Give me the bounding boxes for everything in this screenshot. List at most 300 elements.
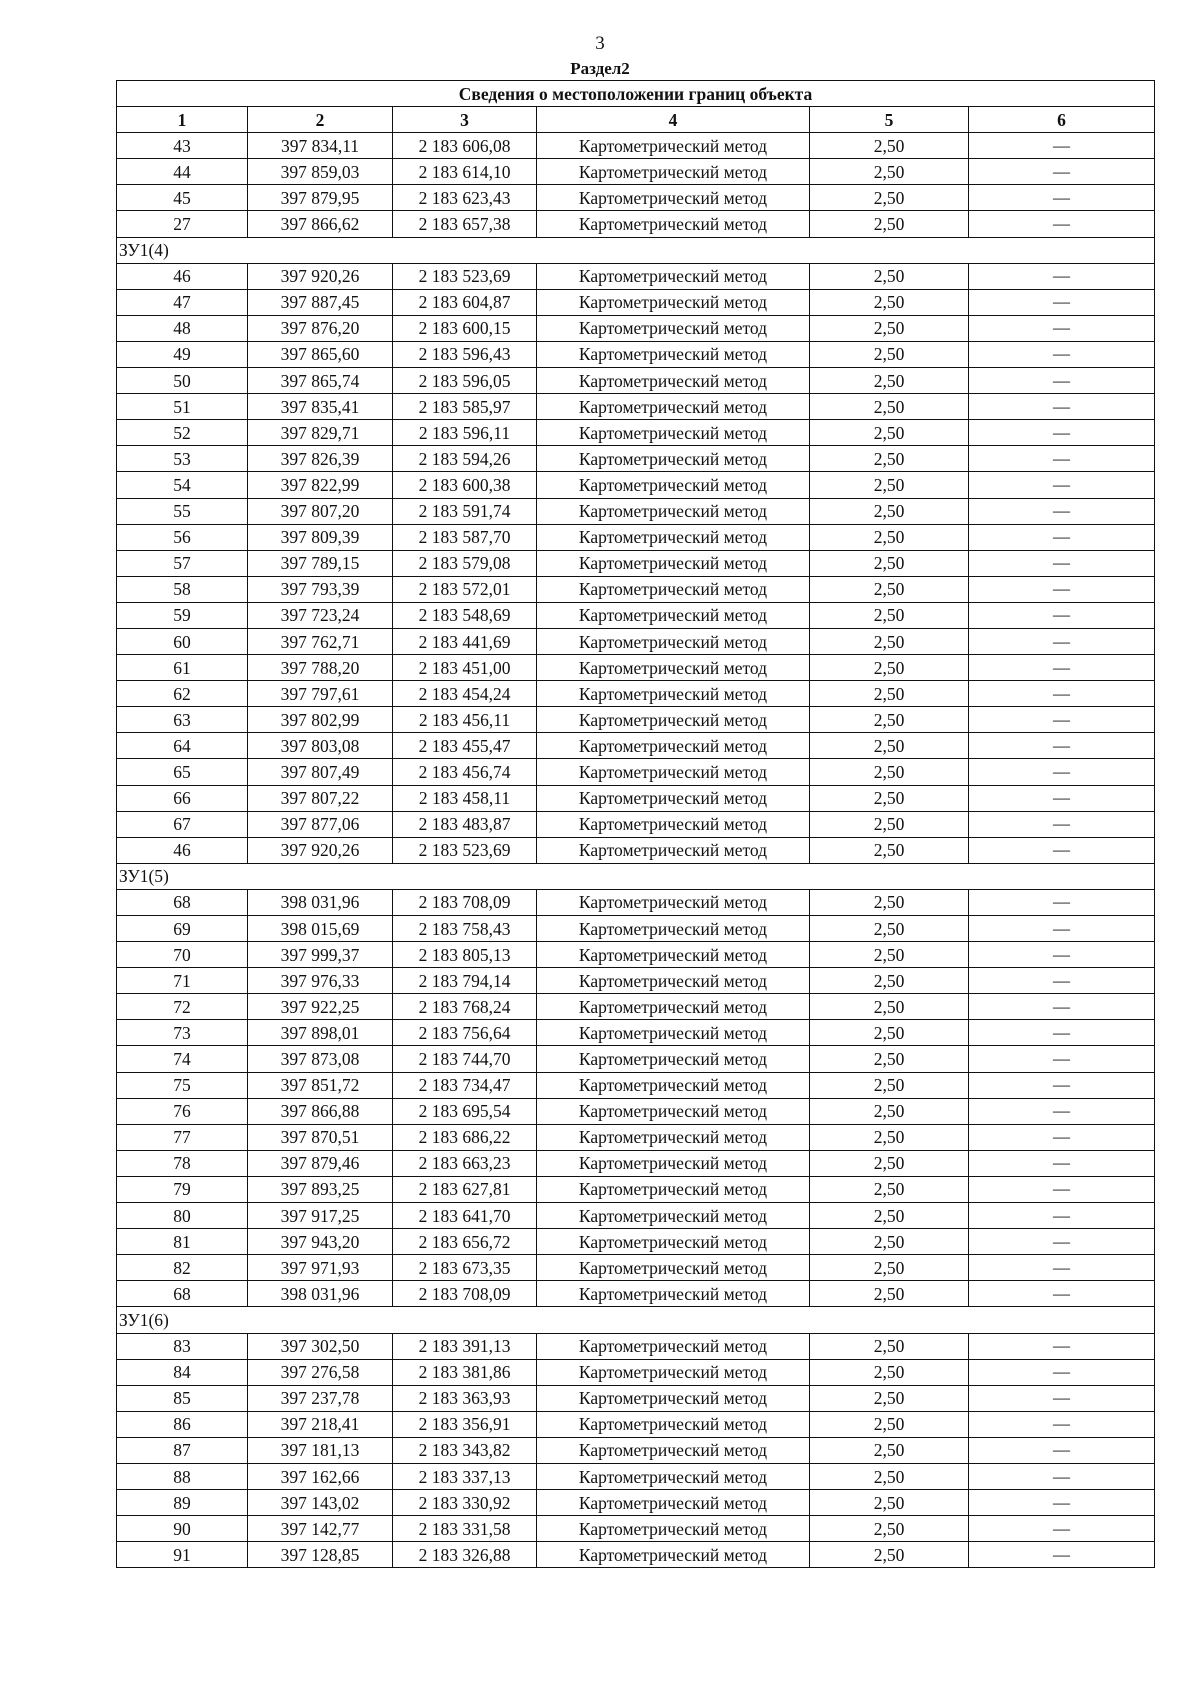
cell-coord-y: 2 183 572,01 [393,576,537,602]
cell-accuracy: 2,50 [810,889,969,915]
cell-point-number: 90 [117,1516,248,1542]
cell-coord-y: 2 183 744,70 [393,1046,537,1072]
cell-coord-x: 397 851,72 [248,1072,393,1098]
cell-description: — [969,968,1155,994]
table-row [117,1333,1155,1359]
cell-accuracy: 2,50 [810,1229,969,1255]
cell-method: Картометрический метод [537,133,810,159]
cell-coord-x: 397 920,26 [248,837,393,863]
cell-accuracy: 2,50 [810,1176,969,1202]
group-row [117,863,1155,889]
cell-method: Картометрический метод [537,759,810,785]
cell-method: Картометрический метод [537,994,810,1020]
cell-description: — [969,785,1155,811]
cell-coord-y: 2 183 600,15 [393,315,537,341]
cell-point-number: 80 [117,1203,248,1229]
cell-point-number: 57 [117,550,248,576]
cell-method: Картометрический метод [537,550,810,576]
cell-method: Картометрический метод [537,394,810,420]
cell-method: Картометрический метод [537,1072,810,1098]
cell-accuracy: 2,50 [810,263,969,289]
cell-coord-y: 2 183 343,82 [393,1437,537,1463]
cell-coord-y: 2 183 656,72 [393,1229,537,1255]
cell-description: — [969,1437,1155,1463]
cell-point-number: 44 [117,159,248,185]
cell-coord-y: 2 183 441,69 [393,628,537,654]
column-header-1: 1 [117,107,248,133]
cell-method: Картометрический метод [537,289,810,315]
cell-accuracy: 2,50 [810,1046,969,1072]
table-row [117,602,1155,628]
cell-point-number: 66 [117,785,248,811]
cell-description: — [969,498,1155,524]
cell-coord-y: 2 183 454,24 [393,681,537,707]
cell-coord-y: 2 183 587,70 [393,524,537,550]
cell-coord-x: 397 920,26 [248,263,393,289]
group-label: ЗУ1(4) [117,237,1155,263]
cell-description: — [969,1176,1155,1202]
cell-coord-y: 2 183 614,10 [393,159,537,185]
cell-point-number: 67 [117,811,248,837]
table-row [117,1150,1155,1176]
cell-method: Картометрический метод [537,1046,810,1072]
table-row [117,811,1155,837]
cell-point-number: 69 [117,916,248,942]
table-row [117,315,1155,341]
cell-description: — [969,1490,1155,1516]
cell-method: Картометрический метод [537,602,810,628]
cell-coord-y: 2 183 686,22 [393,1124,537,1150]
cell-description: — [969,837,1155,863]
cell-description: — [969,889,1155,915]
cell-description: — [969,472,1155,498]
cell-accuracy: 2,50 [810,1255,969,1281]
cell-coord-y: 2 183 596,11 [393,420,537,446]
cell-method: Картометрический метод [537,707,810,733]
cell-accuracy: 2,50 [810,811,969,837]
cell-coord-y: 2 183 483,87 [393,811,537,837]
cell-description: — [969,1281,1155,1307]
cell-description: — [969,628,1155,654]
table-row [117,341,1155,367]
cell-accuracy: 2,50 [810,185,969,211]
cell-accuracy: 2,50 [810,1411,969,1437]
table-row [117,289,1155,315]
cell-coord-x: 397 866,88 [248,1098,393,1124]
cell-coord-y: 2 183 337,13 [393,1463,537,1489]
cell-accuracy: 2,50 [810,655,969,681]
cell-coord-y: 2 183 623,43 [393,185,537,211]
cell-description: — [969,420,1155,446]
cell-coord-x: 397 789,15 [248,550,393,576]
cell-method: Картометрический метод [537,576,810,602]
cell-coord-y: 2 183 805,13 [393,942,537,968]
cell-coord-x: 398 031,96 [248,889,393,915]
cell-method: Картометрический метод [537,446,810,472]
cell-description: — [969,1411,1155,1437]
cell-accuracy: 2,50 [810,1516,969,1542]
cell-accuracy: 2,50 [810,315,969,341]
cell-method: Картометрический метод [537,1176,810,1202]
cell-point-number: 76 [117,1098,248,1124]
cell-description: — [969,1046,1155,1072]
column-header-5: 5 [810,107,969,133]
cell-method: Картометрический метод [537,1150,810,1176]
table-row [117,942,1155,968]
cell-description: — [969,1124,1155,1150]
table-row [117,681,1155,707]
cell-point-number: 68 [117,889,248,915]
cell-coord-x: 397 143,02 [248,1490,393,1516]
cell-accuracy: 2,50 [810,1203,969,1229]
cell-method: Картометрический метод [537,681,810,707]
cell-description: — [969,1516,1155,1542]
cell-coord-y: 2 183 641,70 [393,1203,537,1229]
cell-coord-y: 2 183 768,24 [393,994,537,1020]
cell-description: — [969,1359,1155,1385]
section-title: Раздел2 [570,59,630,78]
cell-description: — [969,1542,1155,1568]
cell-point-number: 65 [117,759,248,785]
cell-coord-y: 2 183 758,43 [393,916,537,942]
cell-method: Картометрический метод [537,1229,810,1255]
cell-accuracy: 2,50 [810,681,969,707]
table-row [117,994,1155,1020]
cell-accuracy: 2,50 [810,994,969,1020]
cell-point-number: 47 [117,289,248,315]
cell-accuracy: 2,50 [810,968,969,994]
cell-point-number: 53 [117,446,248,472]
cell-coord-x: 397 142,77 [248,1516,393,1542]
cell-point-number: 70 [117,942,248,968]
cell-method: Картометрический метод [537,472,810,498]
table-row [117,185,1155,211]
cell-point-number: 75 [117,1072,248,1098]
cell-description: — [969,1255,1155,1281]
cell-method: Картометрический метод [537,628,810,654]
cell-description: — [969,159,1155,185]
cell-accuracy: 2,50 [810,159,969,185]
table-row [117,1046,1155,1072]
column-header-3: 3 [393,107,537,133]
table-row [117,133,1155,159]
cell-coord-x: 397 788,20 [248,655,393,681]
cell-coord-x: 397 834,11 [248,133,393,159]
cell-coord-y: 2 183 695,54 [393,1098,537,1124]
cell-description: — [969,1385,1155,1411]
cell-coord-y: 2 183 604,87 [393,289,537,315]
cell-description: — [969,341,1155,367]
cell-coord-x: 397 922,25 [248,994,393,1020]
cell-coord-x: 397 276,58 [248,1359,393,1385]
cell-coord-y: 2 183 381,86 [393,1359,537,1385]
cell-point-number: 82 [117,1255,248,1281]
cell-point-number: 56 [117,524,248,550]
table-row [117,1281,1155,1307]
cell-description: — [969,550,1155,576]
cell-description: — [969,1463,1155,1489]
table-row [117,1124,1155,1150]
table-caption-row [117,81,1155,107]
cell-coord-x: 397 876,20 [248,315,393,341]
cell-coord-y: 2 183 356,91 [393,1411,537,1437]
cell-point-number: 68 [117,1281,248,1307]
cell-accuracy: 2,50 [810,602,969,628]
cell-method: Картометрический метод [537,916,810,942]
cell-coord-y: 2 183 663,23 [393,1150,537,1176]
cell-coord-x: 397 943,20 [248,1229,393,1255]
cell-coord-x: 397 835,41 [248,394,393,420]
table-row [117,916,1155,942]
table-row [117,1463,1155,1489]
cell-accuracy: 2,50 [810,133,969,159]
cell-method: Картометрический метод [537,1281,810,1307]
cell-method: Картометрический метод [537,1411,810,1437]
cell-coord-y: 2 183 330,92 [393,1490,537,1516]
cell-method: Картометрический метод [537,889,810,915]
cell-coord-y: 2 183 523,69 [393,837,537,863]
cell-point-number: 61 [117,655,248,681]
cell-accuracy: 2,50 [810,341,969,367]
cell-point-number: 48 [117,315,248,341]
table-row [117,785,1155,811]
cell-coord-x: 397 879,46 [248,1150,393,1176]
cell-coord-x: 397 870,51 [248,1124,393,1150]
cell-description: — [969,1150,1155,1176]
cell-description: — [969,446,1155,472]
cell-accuracy: 2,50 [810,1281,969,1307]
table-row [117,550,1155,576]
cell-accuracy: 2,50 [810,394,969,420]
table-row [117,498,1155,524]
cell-point-number: 46 [117,837,248,863]
cell-accuracy: 2,50 [810,1385,969,1411]
cell-coord-x: 397 822,99 [248,472,393,498]
cell-point-number: 87 [117,1437,248,1463]
table-row [117,628,1155,654]
cell-point-number: 62 [117,681,248,707]
cell-point-number: 83 [117,1333,248,1359]
cell-accuracy: 2,50 [810,837,969,863]
table-row [117,524,1155,550]
cell-coord-x: 397 865,74 [248,368,393,394]
cell-method: Картометрический метод [537,1385,810,1411]
cell-method: Картометрический метод [537,733,810,759]
cell-accuracy: 2,50 [810,289,969,315]
cell-point-number: 73 [117,1020,248,1046]
cell-description: — [969,576,1155,602]
cell-accuracy: 2,50 [810,1072,969,1098]
cell-coord-x: 397 971,93 [248,1255,393,1281]
cell-accuracy: 2,50 [810,1463,969,1489]
cell-description: — [969,681,1155,707]
cell-coord-x: 397 859,03 [248,159,393,185]
cell-coord-x: 397 873,08 [248,1046,393,1072]
column-header-6: 6 [969,107,1155,133]
table-row [117,889,1155,915]
cell-point-number: 89 [117,1490,248,1516]
cell-method: Картометрический метод [537,1333,810,1359]
cell-accuracy: 2,50 [810,498,969,524]
cell-point-number: 72 [117,994,248,1020]
table-row [117,1229,1155,1255]
cell-point-number: 51 [117,394,248,420]
cell-coord-x: 397 917,25 [248,1203,393,1229]
cell-point-number: 91 [117,1542,248,1568]
cell-accuracy: 2,50 [810,1333,969,1359]
table-row [117,472,1155,498]
cell-method: Картометрический метод [537,315,810,341]
cell-coord-x: 397 893,25 [248,1176,393,1202]
cell-coord-y: 2 183 363,93 [393,1385,537,1411]
cell-accuracy: 2,50 [810,524,969,550]
table-row [117,1098,1155,1124]
cell-method: Картометрический метод [537,1359,810,1385]
cell-point-number: 59 [117,602,248,628]
cell-accuracy: 2,50 [810,472,969,498]
cell-method: Картометрический метод [537,420,810,446]
cell-coord-x: 397 866,62 [248,211,393,237]
cell-point-number: 27 [117,211,248,237]
cell-method: Картометрический метод [537,263,810,289]
cell-accuracy: 2,50 [810,759,969,785]
cell-accuracy: 2,50 [810,628,969,654]
table-row [117,968,1155,994]
table-body [117,133,1155,1568]
cell-coord-x: 397 807,20 [248,498,393,524]
cell-method: Картометрический метод [537,1516,810,1542]
cell-accuracy: 2,50 [810,785,969,811]
cell-method: Картометрический метод [537,1255,810,1281]
table-row [117,1255,1155,1281]
cell-method: Картометрический метод [537,368,810,394]
cell-point-number: 55 [117,498,248,524]
cell-description: — [969,394,1155,420]
cell-coord-x: 397 802,99 [248,707,393,733]
cell-description: — [969,1020,1155,1046]
cell-description: — [969,289,1155,315]
cell-point-number: 79 [117,1176,248,1202]
cell-point-number: 64 [117,733,248,759]
cell-method: Картометрический метод [537,968,810,994]
cell-description: — [969,759,1155,785]
cell-coord-y: 2 183 596,43 [393,341,537,367]
cell-point-number: 78 [117,1150,248,1176]
cell-method: Картометрический метод [537,1542,810,1568]
cell-method: Картометрический метод [537,498,810,524]
table-row [117,1072,1155,1098]
cell-coord-y: 2 183 627,81 [393,1176,537,1202]
group-label: ЗУ1(6) [117,1307,1155,1333]
table-row [117,707,1155,733]
cell-description: — [969,707,1155,733]
cell-coord-y: 2 183 708,09 [393,1281,537,1307]
cell-point-number: 46 [117,263,248,289]
table-row [117,1176,1155,1202]
cell-coord-y: 2 183 657,38 [393,211,537,237]
table-row [117,1437,1155,1463]
cell-point-number: 88 [117,1463,248,1489]
cell-accuracy: 2,50 [810,368,969,394]
table-row [117,655,1155,681]
cell-coord-y: 2 183 594,26 [393,446,537,472]
cell-accuracy: 2,50 [810,420,969,446]
table-row [117,394,1155,420]
cell-coord-x: 397 976,33 [248,968,393,994]
cell-accuracy: 2,50 [810,550,969,576]
cell-coord-x: 397 879,95 [248,185,393,211]
cell-point-number: 71 [117,968,248,994]
table-header-row [117,107,1155,133]
cell-coord-x: 397 898,01 [248,1020,393,1046]
cell-accuracy: 2,50 [810,942,969,968]
cell-coord-x: 397 237,78 [248,1385,393,1411]
cell-point-number: 84 [117,1359,248,1385]
cell-coord-x: 397 826,39 [248,446,393,472]
cell-accuracy: 2,50 [810,1490,969,1516]
cell-coord-y: 2 183 331,58 [393,1516,537,1542]
cell-coord-x: 397 803,08 [248,733,393,759]
column-header-4: 4 [537,107,810,133]
table-row [117,576,1155,602]
cell-description: — [969,263,1155,289]
cell-method: Картометрический метод [537,655,810,681]
table-row [117,1542,1155,1568]
cell-coord-x: 397 809,39 [248,524,393,550]
cell-description: — [969,211,1155,237]
cell-description: — [969,1098,1155,1124]
cell-method: Картометрический метод [537,1020,810,1046]
cell-coord-y: 2 183 734,47 [393,1072,537,1098]
cell-coord-x: 398 031,96 [248,1281,393,1307]
table-row [117,211,1155,237]
table-row [117,446,1155,472]
cell-description: — [969,1072,1155,1098]
cell-method: Картометрический метод [537,811,810,837]
cell-coord-y: 2 183 756,64 [393,1020,537,1046]
cell-accuracy: 2,50 [810,733,969,759]
cell-coord-x: 397 887,45 [248,289,393,315]
cell-coord-y: 2 183 673,35 [393,1255,537,1281]
cell-method: Картометрический метод [537,159,810,185]
cell-point-number: 60 [117,628,248,654]
cell-accuracy: 2,50 [810,1437,969,1463]
table-row [117,420,1155,446]
cell-method: Картометрический метод [537,1098,810,1124]
cell-coord-y: 2 183 326,88 [393,1542,537,1568]
table-row [117,263,1155,289]
cell-description: — [969,733,1155,759]
table-row [117,759,1155,785]
cell-point-number: 43 [117,133,248,159]
cell-accuracy: 2,50 [810,211,969,237]
cell-coord-x: 397 865,60 [248,341,393,367]
cell-point-number: 49 [117,341,248,367]
cell-description: — [969,133,1155,159]
cell-coord-y: 2 183 451,00 [393,655,537,681]
cell-coord-x: 397 218,41 [248,1411,393,1437]
cell-coord-y: 2 183 606,08 [393,133,537,159]
cell-point-number: 58 [117,576,248,602]
cell-method: Картометрический метод [537,1463,810,1489]
table-row [117,1490,1155,1516]
cell-description: — [969,942,1155,968]
cell-coord-y: 2 183 391,13 [393,1333,537,1359]
cell-coord-y: 2 183 548,69 [393,602,537,628]
cell-coord-x: 397 877,06 [248,811,393,837]
cell-accuracy: 2,50 [810,1124,969,1150]
cell-coord-x: 397 762,71 [248,628,393,654]
